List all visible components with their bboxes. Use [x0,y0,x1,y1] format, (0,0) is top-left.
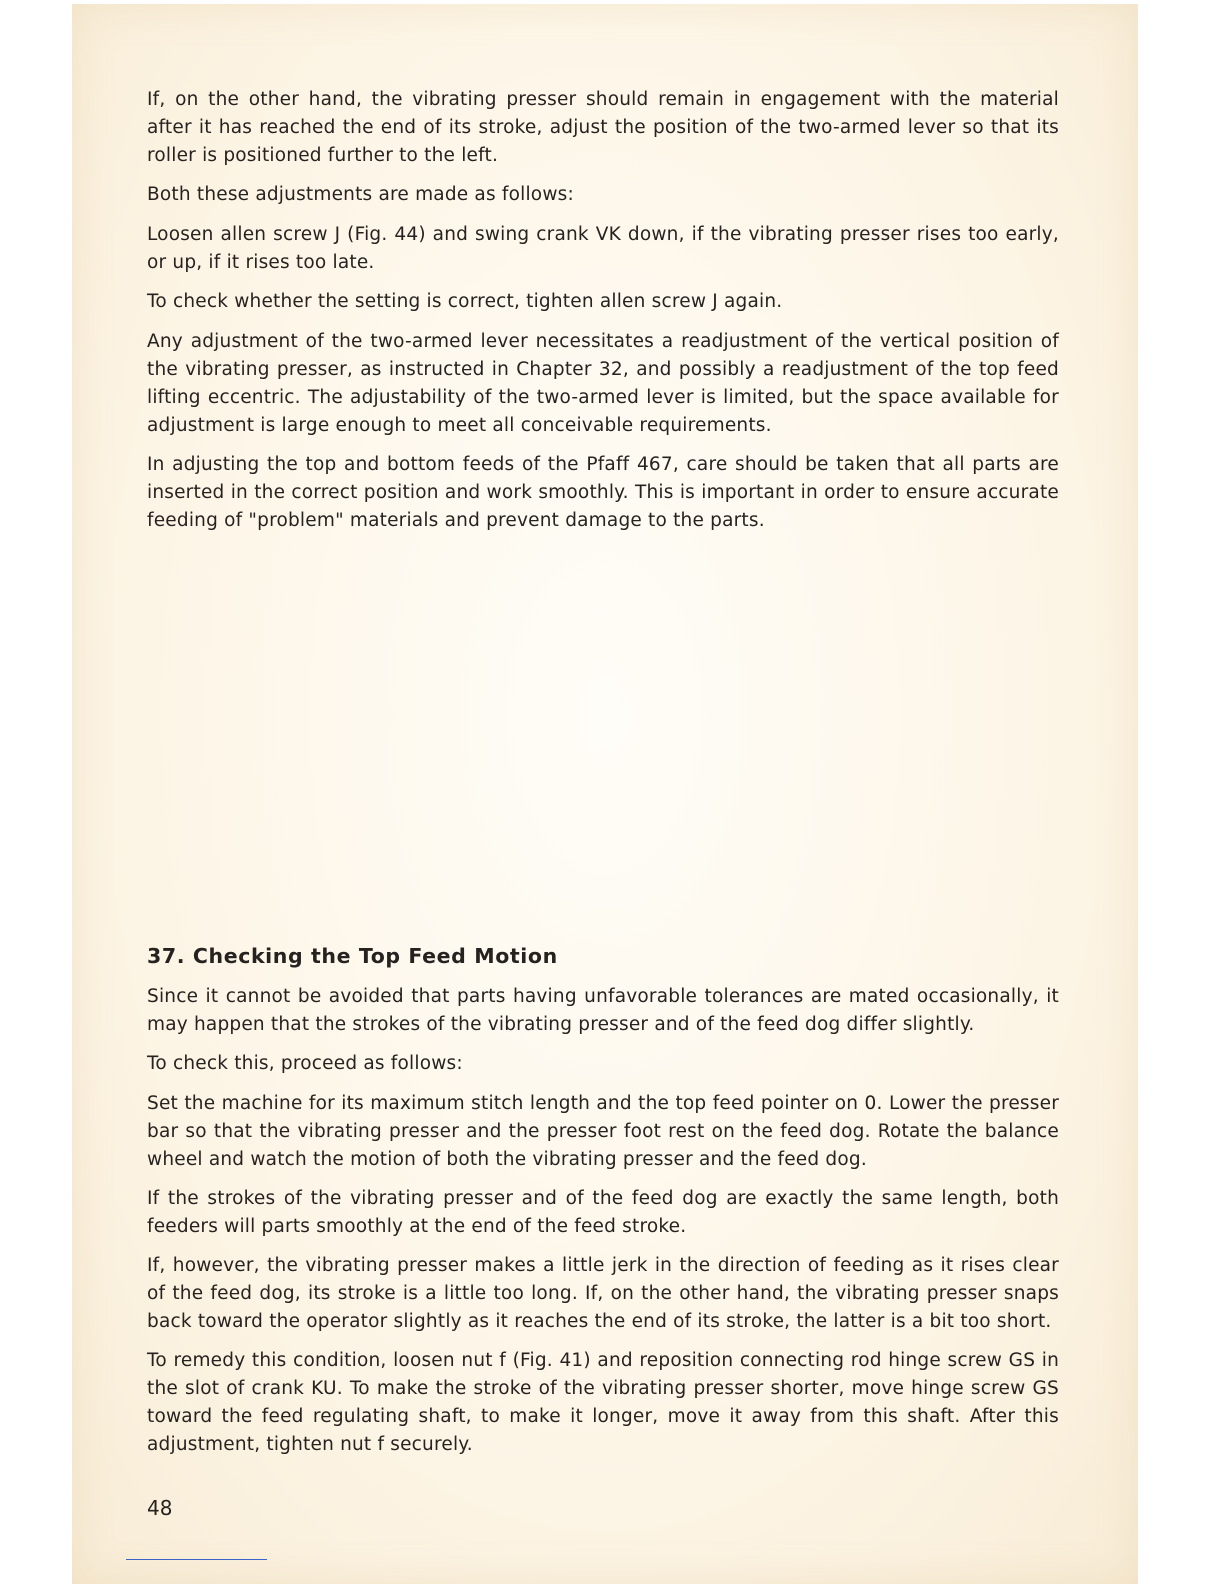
paragraph-jerk: If, however, the vibrating presser makes a little jerk in the direction of feeding as it rises clear of the feed dog, its stroke is a little too long. If, on the other hand, the vibrating presser snaps back toward the operator slightly as it reaches the end of its stroke, the latter is a bit too short. [147,1255,1059,1332]
paragraph-roller-left: If, on the other hand, the vibrating presser should remain in engagement with the material after it has reached the end of its stroke, adjust the position of the two-armed lever so that its roller is positioned further to the left. [147,89,1059,166]
paragraph-two-armed-lever: Any adjustment of the two-armed lever necessitates a readjustment of the vertical position of the vibrating presser, as instructed in Chapter 32, and possibly a readjustment of the top feed lifting eccentric. The adjustability of the two-armed lever is limited, but the space available for adjustment is large enough to meet all conceivable requirements. [147,331,1059,436]
paragraph-loosen-screw-j: Loosen allen screw J (Fig. 44) and swing crank VK down, if the vibrating presser rises too early, or up, if it rises too late. [147,224,1059,273]
page-number: 48 [147,1496,173,1520]
paragraph-pfaff-467: In adjusting the top and bottom feeds of the Pfaff 467, care should be taken that all parts are inserted in the correct position and work smoothly. This is important in order to ensure accurate feeding of "problem" materials and prevent damage to the parts. [147,454,1059,531]
paragraph-proceed: To check this, proceed as follows: [147,1053,463,1074]
section-heading: 37. Checking the Top Feed Motion [147,944,558,968]
paragraph-remedy: To remedy this condition, loosen nut f (Fig. 41) and reposition connecting rod hinge screw GS in the slot of crank KU. To make the stroke of the vibrating presser shorter, move hinge screw GS toward the feed regulating shaft, to make it longer, move it away from this shaft. After this adjustment, tighten nut f securely. [147,1350,1059,1455]
paragraph-tolerances: Since it cannot be avoided that parts having unfavorable tolerances are mated occasionally, it may happen that the strokes of the vibrating presser and of the feed dog differ slightly. [147,986,1059,1035]
scan-artifact-line [126,1559,267,1560]
paragraph-both-adjustments: Both these adjustments are made as follows: [147,184,574,205]
paragraph-set-machine: Set the machine for its maximum stitch length and the top feed pointer on 0. Lower the presser bar so that the vibrating presser and the presser foot rest on the feed dog. Rotate the balance wheel and watch the motion of both the vibrating presser and the feed dog. [147,1093,1059,1170]
paragraph-strokes-same: If the strokes of the vibrating presser and of the feed dog are exactly the same length, both feeders will parts smoothly at the end of the feed stroke. [147,1188,1059,1237]
paragraph-check-setting: To check whether the setting is correct, tighten allen screw J again. [147,291,783,312]
